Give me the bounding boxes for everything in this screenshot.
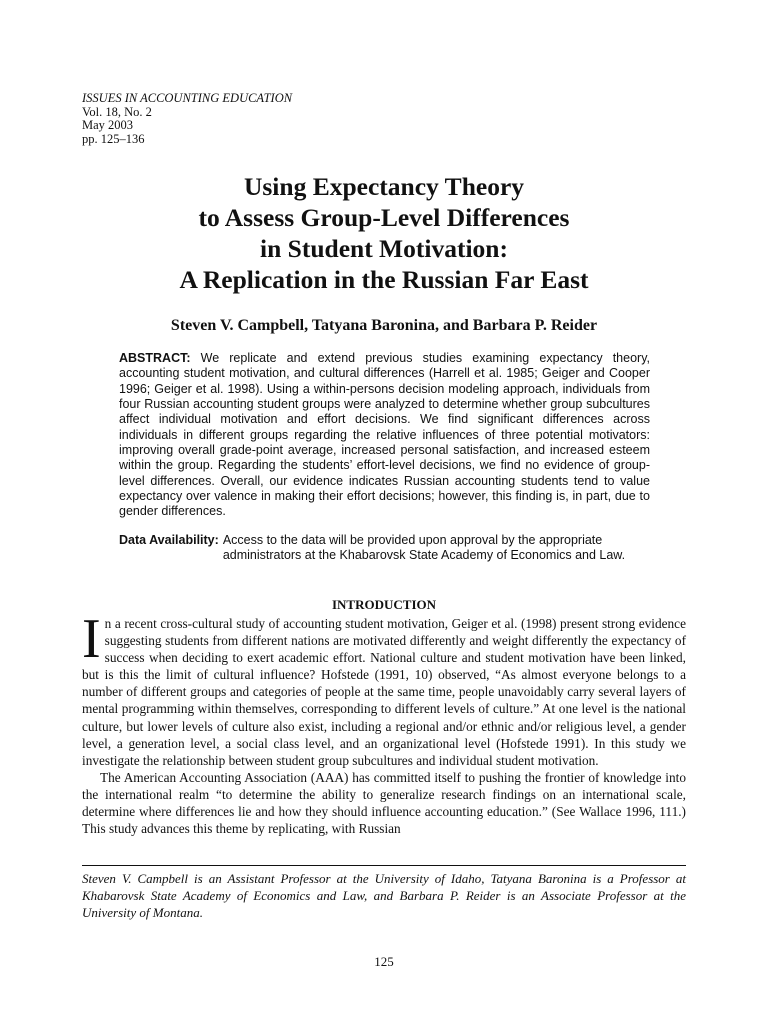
paragraph-1-text: n a recent cross-cultural study of accounting student motivation, Geiger et al. (1998) present strong evidence suggesting students from different nations are motivated differently and weight differently the expectancy of success when deciding to exert academic effort. National culture and student motivation have been linked, but is this the limit of cultural influence? Hofstede (1991, 10) observed, “As almost everyone belongs to a number of different groups and categories of people at the same time, people unavoidably carry several layers of mental programming within themselves, corresponding to different levels of culture.” At one level is the national culture, but lower levels of culture also exist, including a regional and/or ethnic and/or religious level, a gender level, a generation level, a social class level, and an organizational level (Hofstede 1991). In this study we investigate the relationship between student group subcultures and individual student motivation.: [82, 616, 686, 768]
title-line-4: A Replication in the Russian Far East: [179, 265, 589, 294]
data-availability-label: Data Availability:: [119, 533, 219, 547]
paragraph-2: The American Accounting Association (AAA) has committed itself to pushing the frontier of knowledge into the international realm “to determine the ability to generalize research findings on an international scale, determine where differences lie and how they should influence accounting education.” (See Wallace 1996, 111.) This study advances this theme by replicating, with Russian: [82, 769, 686, 837]
data-availability-text: Access to the data will be provided upon approval by the appropriate administrators at the Khabarovsk State Academy of Economics and Law.: [222, 533, 626, 563]
journal-date: May 2003: [82, 118, 134, 132]
title-line-1: Using Expectancy Theory: [243, 172, 525, 201]
data-availability: [119, 533, 650, 564]
journal-header: [82, 92, 292, 146]
abstract-label: ABSTRACT:: [119, 351, 191, 365]
abstract-text: We replicate and extend previous studies examining expectancy theory, accounting student motivation, and cultural differences (Harrell et al. 1985; Geiger and Cooper 1996; Geiger et al. 1998). Using a within-persons decision modeling approach, individuals from four Russian accounting student groups were analyzed to determine whether group subcultures affect individual motivation and effort decisions. We find significant differences across individuals in different groups regarding the relative influences of three potential motivators: improving overall grade-point average, increased personal satisfaction, and increased esteem within the group. Regarding the students’ effort-level decisions, we find no evidence of group-level differences. Overall, our evidence indicates Russian accounting students tend to value expectancy over valence in making their effort decisions; however, this finding is, in part, due to gender differences.: [119, 351, 650, 519]
introduction-body: [82, 608, 686, 837]
abstract: [119, 351, 650, 520]
journal-name: ISSUES IN ACCOUNTING EDUCATION: [82, 91, 293, 105]
footnote-divider: [82, 865, 686, 866]
journal-volume: Vol. 18, No. 2: [82, 104, 152, 119]
paragraph: [82, 608, 686, 769]
page-number: 125: [374, 954, 394, 969]
article-title: [80, 171, 688, 295]
title-line-2: to Assess Group-Level Differences: [198, 203, 570, 232]
author-footnote: Steven V. Campbell is an Assistant Professor at the University of Idaho, Tatyana Baronina is a Professor at Khabarovsk State Academy of Economics and Law, and Barbara P. Reider is an Associate Professor at the University of Montana.: [82, 871, 686, 921]
title-line-3: in Student Motivation:: [260, 234, 508, 263]
journal-pages: pp. 125–136: [82, 131, 145, 146]
section-heading-introduction: INTRODUCTION: [331, 597, 436, 612]
author-list: Steven V. Campbell, Tatyana Baronina, and Barbara P. Reider: [170, 317, 598, 334]
drop-cap: I: [82, 608, 101, 670]
